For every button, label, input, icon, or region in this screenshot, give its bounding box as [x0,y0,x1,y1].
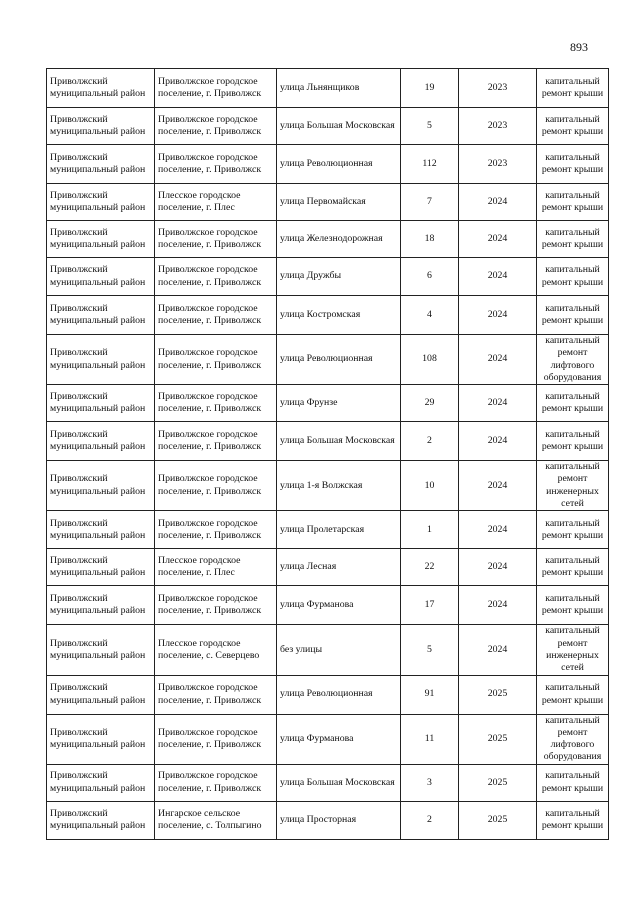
district-cell [47,184,155,221]
house-number-cell-text: 6 [427,270,432,282]
year-cell [459,801,537,839]
district-cell [47,586,155,625]
district-cell [47,108,155,145]
house-number-cell [401,625,459,675]
work-type-cell [537,422,609,461]
district-cell-text: Приволжский муниципальный район [50,75,146,99]
house-number-cell-text: 2 [427,435,432,447]
year-cell [459,221,537,258]
year-cell-text: 2024 [487,599,508,611]
settlement-cell [155,145,277,184]
house-number-cell [401,296,459,335]
street-cell [277,69,401,108]
work-type-cell-text: капитальный ремонт крыши [541,75,604,99]
street-cell [277,675,401,714]
house-number-cell [401,221,459,258]
house-number-cell-text: 2 [427,814,432,826]
settlement-cell [155,296,277,335]
street-cell [277,586,401,625]
table-row [47,422,609,461]
settlement-cell-text: Приволжское городское поселение, г. Приволжск [158,75,262,99]
house-number-cell-text: 7 [427,195,432,207]
year-cell-text: 2024 [487,523,508,535]
table-row [47,764,609,801]
district-cell-text: Приволжский муниципальный район [50,390,146,415]
settlement-cell [155,511,277,549]
settlement-cell-text: Плесское городское поселение, г. Плес [158,555,241,579]
work-type-cell-text: капитальный ремонт крыши [541,682,604,706]
street-cell [277,335,401,385]
settlement-cell-text: Плесское городское поселение, г. Плес [158,189,241,213]
street-cell [277,296,401,335]
house-number-cell [401,108,459,145]
year-cell-text: 2024 [487,353,508,365]
street-cell [277,511,401,549]
settlement-cell [155,184,277,221]
settlement-cell [155,258,277,296]
year-cell [459,714,537,764]
district-cell-text: Приволжский муниципальный район [50,428,146,453]
year-cell-text: 2024 [487,232,508,244]
house-number-cell-text: 3 [427,776,432,788]
year-cell [459,461,537,511]
settlement-cell-text: Приволжское городское поселение, г. Приволжск [158,151,262,175]
district-cell-text: Приволжский муниципальный район [50,637,146,661]
settlement-cell-text: Приволжское городское поселение, г. Приволжск [158,428,262,453]
house-number-cell [401,335,459,385]
street-cell-text: улица Просторная [280,814,357,826]
settlement-cell-text: Приволжское городское поселение, г. Приволжск [158,390,262,415]
settlement-cell [155,714,277,764]
district-cell-text: Приволжский муниципальный район [50,517,146,541]
work-type-cell-text: капитальный ремонт крыши [541,807,604,832]
year-cell [459,764,537,801]
street-cell-text: улица Пролетарская [280,523,365,535]
table-row [47,586,609,625]
house-number-cell-text: 19 [424,81,435,93]
year-cell-text: 2023 [487,157,508,169]
table-row [47,108,609,145]
settlement-cell [155,764,277,801]
settlement-cell [155,335,277,385]
district-cell [47,258,155,296]
page-number: 893 [570,40,588,54]
work-type-cell-text: капитальный ремонт крыши [541,151,604,175]
district-cell-text: Приволжский муниципальный район [50,807,146,832]
year-cell-text: 2024 [487,397,508,409]
table-row [47,625,609,675]
work-type-cell-text: капитальный ремонт крыши [541,428,604,453]
work-type-cell [537,69,609,108]
year-cell [459,625,537,675]
year-cell [459,675,537,714]
work-type-cell [537,764,609,801]
street-cell-text: улица Железнодорожная [280,232,383,244]
district-cell [47,511,155,549]
year-cell [459,385,537,422]
work-type-cell-text: капитальный ремонт крыши [541,390,604,415]
settlement-cell [155,675,277,714]
work-type-cell [537,221,609,258]
work-type-cell-text: капитальный ремонт крыши [541,555,604,579]
district-cell [47,549,155,586]
district-cell-text: Приволжский муниципальный район [50,593,146,617]
table-row [47,675,609,714]
district-cell [47,675,155,714]
work-type-cell-text: капитальный ремонт крыши [541,517,604,541]
district-cell-text: Приволжский муниципальный район [50,473,146,497]
year-cell [459,422,537,461]
settlement-cell-text: Приволжское городское поселение, г. Приволжск [158,264,262,288]
street-cell [277,184,401,221]
settlement-cell [155,801,277,839]
table-row [47,511,609,549]
table-row [47,801,609,839]
house-number-cell-text: 17 [424,599,435,611]
year-cell-text: 2024 [487,479,508,491]
street-cell [277,145,401,184]
house-number-cell [401,801,459,839]
street-cell [277,108,401,145]
house-number-cell-text: 5 [427,643,432,655]
settlement-cell-text: Приволжское городское поселение, г. Приволжск [158,302,262,326]
district-cell [47,69,155,108]
district-cell [47,335,155,385]
work-type-cell-text: капитальный ремонт крыши [541,264,604,288]
street-cell-text: улица Фрунзе [280,397,338,409]
street-cell [277,764,401,801]
year-cell-text: 2024 [487,270,508,282]
settlement-cell [155,422,277,461]
house-number-cell [401,675,459,714]
district-cell-text: Приволжский муниципальный район [50,189,146,213]
district-cell-text: Приволжский муниципальный район [50,555,146,579]
district-cell [47,461,155,511]
year-cell-text: 2023 [487,81,508,93]
house-number-cell [401,258,459,296]
table-row [47,549,609,586]
work-type-cell [537,461,609,511]
work-type-cell-text: капитальный ремонт лифтового оборудования [543,714,602,763]
work-type-cell-text: капитальный ремонт крыши [541,226,604,250]
settlement-cell-text: Ингарское сельское поселение, с. Толпыгино [158,807,262,832]
district-cell-text: Приволжский муниципальный район [50,226,146,250]
house-number-cell-text: 5 [427,119,432,131]
table-body [47,69,609,840]
settlement-cell-text: Приволжское городское поселение, г. Приволжск [158,473,262,497]
table-row [47,69,609,108]
street-cell [277,801,401,839]
street-cell-text: улица Большая Московская [280,435,395,447]
table-row [47,461,609,511]
work-type-cell [537,714,609,764]
district-cell-text: Приволжский муниципальный район [50,264,146,288]
house-number-cell-text: 18 [424,232,435,244]
house-number-cell [401,764,459,801]
district-cell-text: Приволжский муниципальный район [50,151,146,175]
settlement-cell-text: Приволжское городское поселение, г. Приволжск [158,113,262,137]
table-row [47,258,609,296]
house-number-cell-text: 11 [424,733,435,744]
settlement-cell [155,221,277,258]
table-row [47,184,609,221]
year-cell-text: 2023 [487,119,508,131]
street-cell-text: улица Первомайская [280,195,366,207]
year-cell-text: 2024 [487,643,508,655]
street-cell [277,221,401,258]
year-cell [459,258,537,296]
house-number-cell-text: 108 [422,353,437,365]
house-number-cell [401,461,459,511]
settlement-cell [155,461,277,511]
street-cell-text: улица Льнянщиков [280,81,360,93]
street-cell-text: улица Фурманова [280,733,354,744]
house-number-cell [401,184,459,221]
house-number-cell-text: 1 [427,523,432,535]
district-cell [47,221,155,258]
settlement-cell-text: Плесское городское поселение, с. Северцево [158,637,260,661]
district-cell [47,385,155,422]
settlement-cell-text: Приволжское городское поселение, г. Приволжск [158,593,262,617]
district-cell-text: Приволжский муниципальный район [50,347,146,371]
year-cell [459,69,537,108]
settlement-cell [155,625,277,675]
street-cell-text: улица Революционная [280,688,373,700]
work-type-cell-text: капитальный ремонт крыши [541,593,604,617]
district-cell-text: Приволжский муниципальный район [50,770,146,794]
settlement-cell [155,385,277,422]
settlement-cell-text: Приволжское городское поселение, г. Приволжск [158,347,262,371]
year-cell [459,184,537,221]
house-number-cell-text: 4 [427,308,432,320]
street-cell-text: улица Костромская [280,308,361,320]
street-cell [277,461,401,511]
work-type-cell [537,586,609,625]
house-number-cell-text: 10 [424,479,435,491]
work-type-cell-text: капитальный ремонт лифтового оборудования [543,335,602,383]
work-type-cell-text: капитальный ремонт инженерных сетей [545,625,600,674]
year-cell [459,335,537,385]
house-number-cell [401,511,459,549]
street-cell [277,625,401,675]
house-number-cell [401,422,459,461]
district-cell [47,764,155,801]
street-cell-text: улица Фурманова [280,599,354,611]
settlement-cell-text: Приволжское городское поселение, г. Приволжск [158,517,262,541]
settlement-cell [155,586,277,625]
table-row [47,296,609,335]
work-type-cell [537,385,609,422]
street-cell-text: улица Революционная [280,157,373,169]
settlement-cell-text: Приволжское городское поселение, г. Приволжск [158,770,262,794]
work-type-cell [537,145,609,184]
work-type-cell-text: капитальный ремонт инженерных сетей [545,461,600,510]
table-row [47,221,609,258]
house-number-cell [401,586,459,625]
work-type-cell-text: капитальный ремонт крыши [541,770,604,794]
house-number-cell-text: 112 [422,157,437,169]
work-type-cell [537,675,609,714]
house-number-cell [401,145,459,184]
district-cell [47,714,155,764]
house-number-cell [401,714,459,764]
street-cell [277,422,401,461]
year-cell [459,145,537,184]
district-cell-text: Приволжский муниципальный район [50,113,146,137]
year-cell-text: 2025 [487,733,508,744]
district-cell [47,801,155,839]
year-cell-text: 2025 [487,776,508,788]
settlement-cell-text: Приволжское городское поселение, г. Приволжск [158,226,262,250]
settlement-cell [155,108,277,145]
year-cell-text: 2024 [487,195,508,207]
work-type-cell [537,335,609,385]
district-cell-text: Приволжский муниципальный район [50,682,146,706]
district-cell [47,296,155,335]
year-cell [459,511,537,549]
street-cell [277,385,401,422]
work-type-cell-text: капитальный ремонт крыши [541,113,604,137]
settlement-cell-text: Приволжское городское поселение, г. Приволжск [158,682,262,706]
street-cell-text: улица Большая Московская [280,776,395,788]
work-type-cell [537,625,609,675]
district-cell [47,625,155,675]
district-cell-text: Приволжский муниципальный район [50,726,146,751]
repair-schedule-table [46,68,609,840]
house-number-cell [401,385,459,422]
street-cell-text: улица 1-я Волжская [280,479,363,491]
table-row [47,335,609,385]
work-type-cell [537,258,609,296]
street-cell-text: улица Дружбы [280,270,342,282]
street-cell [277,258,401,296]
table-row [47,714,609,764]
district-cell [47,145,155,184]
street-cell-text: улица Большая Московская [280,119,395,131]
street-cell [277,549,401,586]
work-type-cell-text: капитальный ремонт крыши [541,302,604,326]
year-cell [459,549,537,586]
work-type-cell [537,296,609,335]
street-cell-text: без улицы [280,643,323,655]
house-number-cell-text: 29 [424,397,435,409]
district-cell-text: Приволжский муниципальный район [50,302,146,326]
district-cell [47,422,155,461]
table-row [47,385,609,422]
house-number-cell [401,69,459,108]
work-type-cell [537,549,609,586]
year-cell [459,296,537,335]
year-cell-text: 2024 [487,308,508,320]
year-cell [459,108,537,145]
table-row [47,145,609,184]
settlement-cell [155,69,277,108]
year-cell-text: 2025 [487,688,508,700]
work-type-cell-text: капитальный ремонт крыши [541,189,604,213]
year-cell-text: 2024 [487,435,508,447]
street-cell-text: улица Революционная [280,353,373,365]
year-cell-text: 2025 [487,814,508,826]
house-number-cell-text: 91 [424,688,435,700]
work-type-cell [537,801,609,839]
street-cell-text: улица Лесная [280,561,337,573]
house-number-cell-text: 22 [424,561,435,573]
work-type-cell [537,184,609,221]
work-type-cell [537,511,609,549]
settlement-cell [155,549,277,586]
work-type-cell [537,108,609,145]
year-cell-text: 2024 [487,561,508,573]
year-cell [459,586,537,625]
settlement-cell-text: Приволжское городское поселение, г. Приволжск [158,726,262,751]
house-number-cell [401,549,459,586]
street-cell [277,714,401,764]
